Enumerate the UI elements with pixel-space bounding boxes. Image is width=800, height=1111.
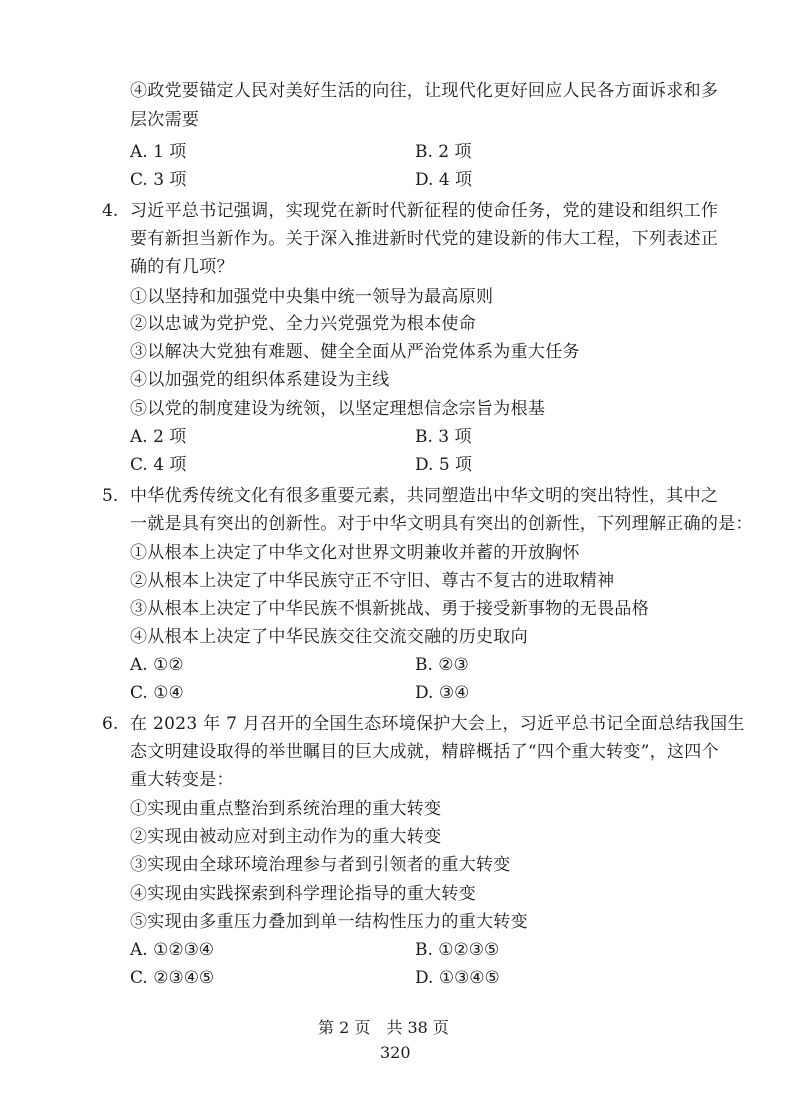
q5-option-d: D. ③④ bbox=[415, 683, 470, 703]
q4-option-a: A. 2 项 bbox=[130, 427, 187, 447]
q5-statement-4: ④从根本上决定了中华民族交往交流交融的历史取向 bbox=[130, 627, 528, 647]
q3-option-c: C. 3 项 bbox=[130, 170, 187, 190]
q3-option-b: B. 2 项 bbox=[415, 142, 472, 162]
q6-option-a: A. ①②③④ bbox=[130, 940, 215, 960]
q3-statement-4-line-2: 层次需要 bbox=[130, 110, 200, 130]
q4-statement-5: ⑤以党的制度建设为统领，以坚定理想信念宗旨为根基 bbox=[130, 399, 546, 419]
q6-option-c: C. ②③④⑤ bbox=[130, 968, 215, 988]
q4-statement-4: ④以加强党的组织体系建设为主线 bbox=[130, 370, 390, 390]
page-number: 320 bbox=[380, 1043, 411, 1062]
page-label: 第 2 页 共 38 页 bbox=[318, 1018, 449, 1037]
q6-option-b: B. ①②③⑤ bbox=[415, 940, 500, 960]
q5-option-c: C. ①④ bbox=[130, 683, 184, 703]
q4-statement-3: ③以解决大党独有难题、健全全面从严治党体系为重大任务 bbox=[130, 342, 580, 362]
q6-stem-line-2: 态文明建设取得的举世瞩目的巨大成就，精辟概括了“四个重大转变”，这四个 bbox=[130, 742, 719, 762]
q5-option-a: A. ①② bbox=[130, 655, 184, 675]
q5-number: 5. bbox=[102, 486, 119, 506]
q4-option-c: C. 4 项 bbox=[130, 455, 187, 475]
q6-statement-4: ④实现由实践探索到科学理论指导的重大转变 bbox=[130, 884, 476, 904]
q4-statement-1: ①以坚持和加强党中央集中统一领导为最高原则 bbox=[130, 287, 494, 307]
q6-number: 6. bbox=[102, 714, 119, 734]
q6-stem-line-1: 在 2023 年 7 月召开的全国生态环境保护大会上，习近平总书记全面总结我国生 bbox=[130, 714, 745, 734]
q4-option-d: D. 5 项 bbox=[415, 455, 473, 475]
q4-statement-2: ②以忠诚为党护党、全力兴党强党为根本使命 bbox=[130, 314, 476, 334]
q6-statement-5: ⑤实现由多重压力叠加到单一结构性压力的重大转变 bbox=[130, 912, 528, 932]
q6-statement-2: ②实现由被动应对到主动作为的重大转变 bbox=[130, 827, 442, 847]
q6-statement-1: ①实现由重点整治到系统治理的重大转变 bbox=[130, 799, 442, 819]
q3-option-d: D. 4 项 bbox=[415, 170, 473, 190]
q4-stem-line-3: 确的有几项？ bbox=[130, 257, 234, 277]
q4-number: 4. bbox=[102, 201, 119, 221]
q4-stem-line-2: 要有新担当新作为。关于深入推进新时代党的建设新的伟大工程，下列表述正 bbox=[130, 229, 719, 249]
q5-statement-2: ②从根本上决定了中华民族守正不守旧、尊古不复古的进取精神 bbox=[130, 571, 615, 591]
q5-statement-3: ③从根本上决定了中华民族不惧新挑战、勇于接受新事物的无畏品格 bbox=[130, 599, 649, 619]
q4-option-b: B. 3 项 bbox=[415, 427, 472, 447]
q6-statement-3: ③实现由全球环境治理参与者到引领者的重大转变 bbox=[130, 855, 511, 875]
q3-statement-4-line-1: ④政党要锚定人民对美好生活的向往，让现代化更好回应人民各方面诉求和多 bbox=[130, 81, 719, 101]
q5-option-b: B. ②③ bbox=[415, 655, 469, 675]
q5-statement-1: ①从根本上决定了中华文化对世界文明兼收并蓄的开放胸怀 bbox=[130, 543, 580, 563]
q3-option-a: A. 1 项 bbox=[130, 142, 187, 162]
q5-stem-line-2: 一就是具有突出的创新性。对于中华文明具有突出的创新性，下列理解正确的是： bbox=[130, 514, 753, 534]
q5-stem-line-1: 中华优秀传统文化有很多重要元素，共同塑造出中华文明的突出特性，其中之 bbox=[130, 486, 719, 506]
q6-stem-line-3: 重大转变是： bbox=[130, 770, 234, 790]
q4-stem-line-1: 习近平总书记强调，实现党在新时代新征程的使命任务，党的建设和组织工作 bbox=[130, 201, 719, 221]
q6-option-d: D. ①③④⑤ bbox=[415, 968, 500, 988]
